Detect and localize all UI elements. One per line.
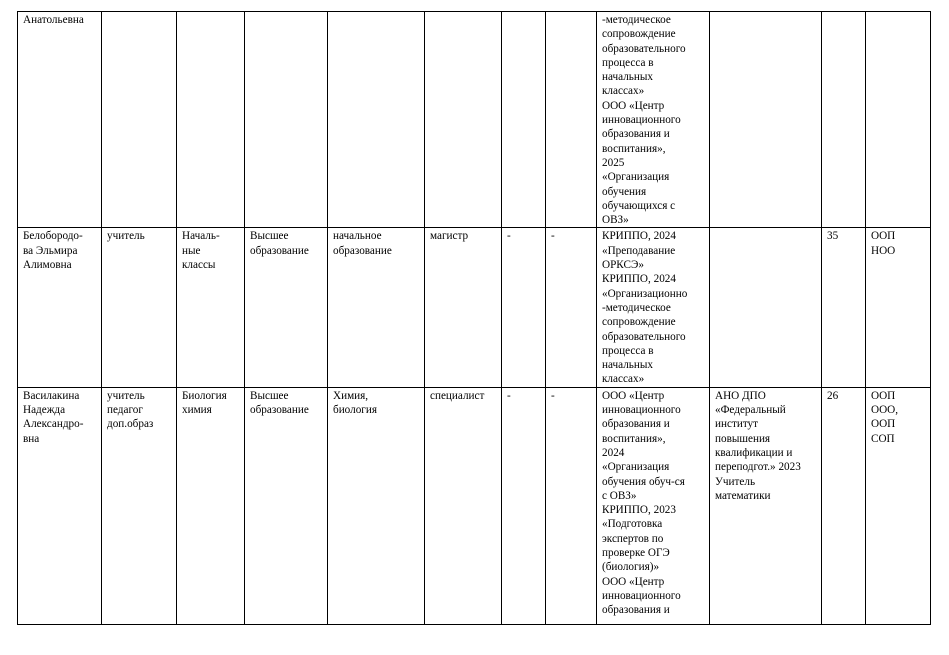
cell-text-line: образование bbox=[250, 404, 309, 417]
staff-table bbox=[17, 11, 931, 625]
cell-specialty bbox=[328, 387, 425, 624]
cell-text-line: проверке ОГЭ bbox=[602, 546, 670, 559]
cell-text-line: - bbox=[551, 389, 555, 402]
cell-text-line: ные bbox=[182, 244, 201, 257]
cell-qualification bbox=[425, 228, 502, 387]
cell-text-line: Биология bbox=[182, 389, 227, 402]
cell-experience-years bbox=[822, 387, 866, 624]
cell-text-line: 35 bbox=[827, 230, 839, 243]
cell-education-level bbox=[245, 228, 328, 387]
cell-text-line: -методическое bbox=[602, 301, 671, 314]
cell-text-line: СОП bbox=[871, 432, 895, 445]
cell-qualification bbox=[425, 387, 502, 624]
cell-text-line: математики bbox=[715, 489, 771, 502]
cell-text-line: «Подготовка bbox=[602, 518, 663, 531]
cell-education-level bbox=[245, 12, 328, 228]
cell-text-line: ООП bbox=[871, 230, 896, 243]
cell-text-line: Анатольевна bbox=[23, 14, 84, 26]
cell-text-line: доп.образ bbox=[107, 418, 154, 431]
cell-text-line: Высшее bbox=[250, 230, 289, 243]
cell-text-line: воспитания», bbox=[602, 142, 666, 155]
cell-text-line: - bbox=[507, 389, 511, 402]
cell-subjects bbox=[177, 387, 245, 624]
cell-text-line: специалист bbox=[430, 389, 485, 402]
cell-academic-rank bbox=[546, 387, 597, 624]
cell-text-line: обучения обуч-ся bbox=[602, 475, 685, 488]
cell-subjects bbox=[177, 228, 245, 387]
cell-text-line: биология bbox=[333, 404, 378, 417]
cell-text-line: процесса в bbox=[602, 56, 654, 69]
cell-text-line: Химия, bbox=[333, 389, 369, 402]
cell-text-line: Надежда bbox=[23, 404, 66, 417]
cell-text-line: образование bbox=[333, 244, 392, 257]
cell-text-line: «Организация bbox=[602, 461, 670, 474]
cell-text-line: образовательного bbox=[602, 42, 686, 55]
cell-text-line: образования и bbox=[602, 128, 670, 141]
cell-text-line: КРИППО, 2023 bbox=[602, 504, 676, 517]
cell-text-line: ОРКСЭ» bbox=[602, 259, 644, 272]
cell-retraining bbox=[710, 228, 822, 387]
cell-teacher-name bbox=[18, 228, 102, 387]
cell-text-line: образования и bbox=[602, 418, 670, 431]
cell-text-line: 2024 bbox=[602, 446, 625, 459]
cell-text-line: Белобородо- bbox=[23, 230, 83, 243]
cell-position bbox=[102, 12, 177, 228]
cell-text-line: инновационного bbox=[602, 404, 681, 417]
cell-text-line: ООО, bbox=[871, 404, 899, 417]
cell-position bbox=[102, 228, 177, 387]
cell-experience-years bbox=[822, 228, 866, 387]
cell-text-line: обучающихся с bbox=[602, 199, 676, 212]
cell-educational-program bbox=[866, 387, 931, 624]
cell-text-line: обучения bbox=[602, 185, 647, 198]
cell-text-line: образовательного bbox=[602, 330, 686, 343]
cell-text-line: педагог bbox=[107, 404, 143, 417]
cell-qualification bbox=[425, 12, 502, 228]
table-row bbox=[18, 387, 931, 624]
cell-text-line: переподгот.» 2023 bbox=[715, 461, 801, 474]
cell-text-line: 26 bbox=[827, 389, 839, 402]
cell-academic-degree bbox=[502, 387, 546, 624]
cell-text-line: вна bbox=[23, 432, 40, 445]
cell-specialty bbox=[328, 12, 425, 228]
cell-professional-development bbox=[597, 228, 710, 387]
cell-text-line: АНО ДПО bbox=[715, 389, 766, 402]
cell-text-line: ООО «Центр bbox=[602, 99, 665, 112]
cell-text-line: экспертов по bbox=[602, 532, 664, 545]
cell-educational-program bbox=[866, 12, 931, 228]
cell-text-line: НОО bbox=[871, 244, 896, 257]
cell-text-line: инновационного bbox=[602, 589, 681, 602]
cell-text-line: -методическое bbox=[602, 14, 671, 26]
cell-educational-program bbox=[866, 228, 931, 387]
cell-text-line: сопровождение bbox=[602, 316, 676, 329]
cell-text-line: процесса в bbox=[602, 344, 654, 357]
cell-text-line: Высшее bbox=[250, 389, 289, 402]
cell-teacher-name bbox=[18, 12, 102, 228]
cell-text-line: учитель bbox=[107, 389, 145, 402]
cell-text-line: ООП bbox=[871, 418, 896, 431]
cell-text-line: - bbox=[551, 230, 555, 243]
cell-text-line: Учитель bbox=[715, 475, 756, 488]
cell-text-line: квалификации и bbox=[715, 446, 793, 459]
cell-professional-development bbox=[597, 387, 710, 624]
cell-position bbox=[102, 387, 177, 624]
cell-academic-degree bbox=[502, 228, 546, 387]
cell-text-line: повышения bbox=[715, 432, 771, 445]
cell-experience-years bbox=[822, 12, 866, 228]
staff-table-page bbox=[17, 11, 931, 625]
cell-text-line: институт bbox=[715, 418, 759, 431]
cell-specialty bbox=[328, 228, 425, 387]
cell-text-line: Началь- bbox=[182, 230, 220, 243]
cell-text-line: воспитания», bbox=[602, 432, 666, 445]
cell-text-line: «Федеральный bbox=[715, 404, 786, 417]
cell-academic-rank bbox=[546, 12, 597, 228]
cell-text-line: инновационного bbox=[602, 114, 681, 127]
cell-subjects bbox=[177, 12, 245, 228]
cell-text-line: начальное bbox=[333, 230, 382, 243]
cell-text-line: Алимовна bbox=[23, 259, 72, 272]
cell-teacher-name bbox=[18, 387, 102, 624]
table-row bbox=[18, 12, 931, 228]
cell-text-line: начальных bbox=[602, 359, 653, 372]
cell-text-line: образование bbox=[250, 244, 309, 257]
cell-text-line: химия bbox=[182, 404, 212, 417]
cell-text-line: (биология)» bbox=[602, 561, 660, 574]
cell-text-line: начальных bbox=[602, 71, 653, 84]
cell-text-line: - bbox=[507, 230, 511, 243]
cell-text-line: с ОВЗ» bbox=[602, 489, 637, 502]
cell-text-line: «Организация bbox=[602, 171, 670, 184]
cell-text-line: Василакина bbox=[23, 389, 80, 402]
cell-text-line: классах» bbox=[602, 373, 645, 386]
cell-academic-degree bbox=[502, 12, 546, 228]
cell-text-line: ООП bbox=[871, 389, 896, 402]
cell-text-line: образования и bbox=[602, 604, 670, 617]
cell-text-line: КРИППО, 2024 bbox=[602, 230, 676, 243]
cell-professional-development bbox=[597, 12, 710, 228]
cell-text-line: ООО «Центр bbox=[602, 575, 665, 588]
cell-retraining bbox=[710, 12, 822, 228]
cell-retraining bbox=[710, 387, 822, 624]
cell-academic-rank bbox=[546, 228, 597, 387]
cell-text-line: ОВЗ» bbox=[602, 214, 629, 227]
cell-text-line: классы bbox=[182, 259, 216, 272]
cell-text-line: сопровождение bbox=[602, 28, 676, 41]
cell-text-line: ООО «Центр bbox=[602, 389, 665, 402]
cell-text-line: классах» bbox=[602, 85, 645, 98]
cell-text-line: магистр bbox=[430, 230, 469, 243]
cell-text-line: КРИППО, 2024 bbox=[602, 273, 676, 286]
table-row bbox=[18, 228, 931, 387]
cell-text-line: учитель bbox=[107, 230, 145, 243]
cell-text-line: Александро- bbox=[23, 418, 84, 431]
cell-text-line: «Преподавание bbox=[602, 244, 676, 257]
cell-text-line: «Организационно bbox=[602, 287, 688, 300]
cell-text-line: 2025 bbox=[602, 156, 625, 169]
cell-text-line: ва Эльмира bbox=[23, 244, 78, 257]
cell-education-level bbox=[245, 387, 328, 624]
